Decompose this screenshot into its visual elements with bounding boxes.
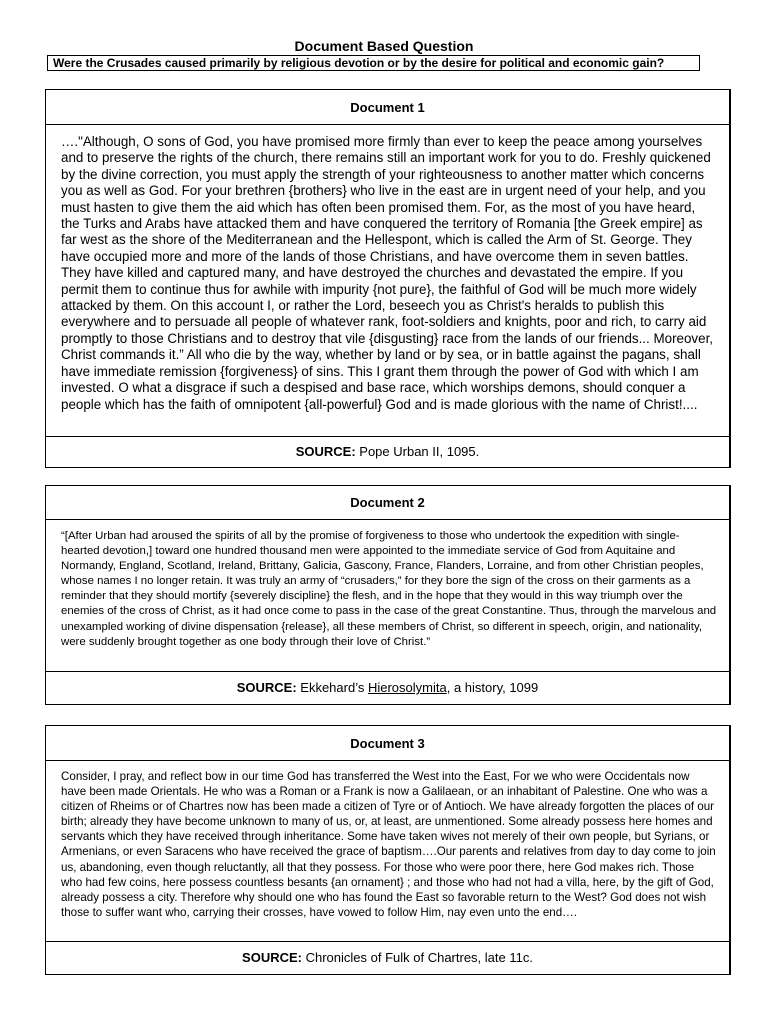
document-text: …."Although, O sons of God, you have promised more firmly than ever to keep the peace among yourselves and to preserve the rights of the church, there remains still an important work for you to do. Freshly quickened by the divine correction, you must apply the strength of your righteousness to another matter which concerns you as well as God. For your brethren {brothers} who live in the east are in urgent need of your help, and you must hasten to give them the aid which has often been promised them. For, as the most of you have heard, the Turks and Arabs have attacked them and have conquered the territory of Romania [the Greek empire] as far west as the shore of the Mediterranean and the Hellespont, which is called the Arm of St. George. They have occupied more and more of the lands of those Christians, and have overcome them in seven battles. They have killed and captured many, and have destroyed the churches and devastated the empire. If you permit them to continue thus for awhile with impurity {not pure}, the faithful of God will be much more widely attacked by them. On this account I, or rather the Lord, beseech you as Christ's heralds to publish this everywhere and to persuade all people of whatever rank, foot-soldiers and knights, poor and rich, to carry aid promptly to those Christians and to destroy that vile {disgusting} race from the lands of our friends... Moreover, Christ commands it.” All who die by the way, whether by land or by sea, or in battle against the pagans, shall have immediate remission {forgiveness} of sins. This I grant them through the power of God with which I am invested. O what a disgrace if such a despised and base race, which worships demons, should conquer a people which has the faith of omnipotent {all-powerful} God and is made glorious with the name of Christ!.... xyxy=(46,125,729,437)
document-heading: Document 2 xyxy=(46,486,729,520)
document-heading: Document 3 xyxy=(46,726,729,761)
source-text: Ekkehard’s xyxy=(296,680,368,695)
document-text: Consider, I pray, and reflect bow in our time God has transferred the West into the East, For we who were Occidentals now have been made Orientals. He who was a Roman or a Frank is now a Galilaean, or an inhabitant of Palestine. One who was a citizen of Rheims or of Chartres now has been made a citizen of Tyre or of Antioch. We have already forgotten the places of our birth; already they have become unknown to many of us, or, at least, are unmentioned. Some already possess here homes and servants which they have received through inheritance. Some have taken wives not merely of their own people, but Syrians, or Armenians, or even Saracens who have received the grace of baptism….Our parents and relatives from day to day come to join us, abandoning, even though reluctantly, all that they possess. For those who were poor there, here God makes rich. Those who had few coins, here possess countless besants {an ornament} ; and those who had not had a villa, here, by the gift of God, already possess a city. Therefore why should one who has found the East so favorable return to the West? God does not wish those to suffer want who, carrying their crosses, have vowed to follow Him, nay even unto the end…. xyxy=(46,761,729,942)
document-source xyxy=(46,672,729,704)
question-box: Were the Crusades caused primarily by religious devotion or by the desire for political and economic gain? xyxy=(47,55,700,71)
document-source xyxy=(46,942,729,974)
source-label: SOURCE: xyxy=(236,680,297,695)
document-3 xyxy=(45,725,731,975)
document-text: “[After Urban had aroused the spirits of all by the promise of forgiveness to those who undertook the expedition with single-hearted devotion,] toward one hundred thousand men were appointed to the immediate service of God from Aquitaine and Normandy, England, Scotland, Ireland, Brittany, Galicia, Gascony, France, Flanders, Lorraine, and from other Christian peoples, whose names I no longer retain. It was truly an army of “crusaders,” for they bore the sign of the cross on their garments as a reminder that they should mortify {severely discipline} the flesh, and in the hope that they would in this way triumph over the enemies of the cross of Christ, as it had once come to pass in the case of the great Constantine. Thus, through the marvelous and unexampled working of divine dispensation {release}, all these members of Christ, so different in speech, origin, and nationality, were suddenly brought together as one body through their love of Christ.” xyxy=(46,520,729,672)
document-heading: Document 1 xyxy=(46,90,729,125)
document-source xyxy=(46,437,729,467)
document-2 xyxy=(45,485,731,705)
source-text-end: , a history, 1099 xyxy=(446,680,539,695)
document-1 xyxy=(45,89,731,468)
page-title: Document Based Question xyxy=(294,38,474,54)
source-text: Pope Urban II, 1095. xyxy=(355,444,480,459)
source-label: SOURCE: xyxy=(242,950,302,965)
source-title: Hierosolymita xyxy=(367,680,447,695)
source-text: Chronicles of Fulk of Chartres, late 11c. xyxy=(301,950,533,965)
source-label: SOURCE: xyxy=(295,444,356,459)
